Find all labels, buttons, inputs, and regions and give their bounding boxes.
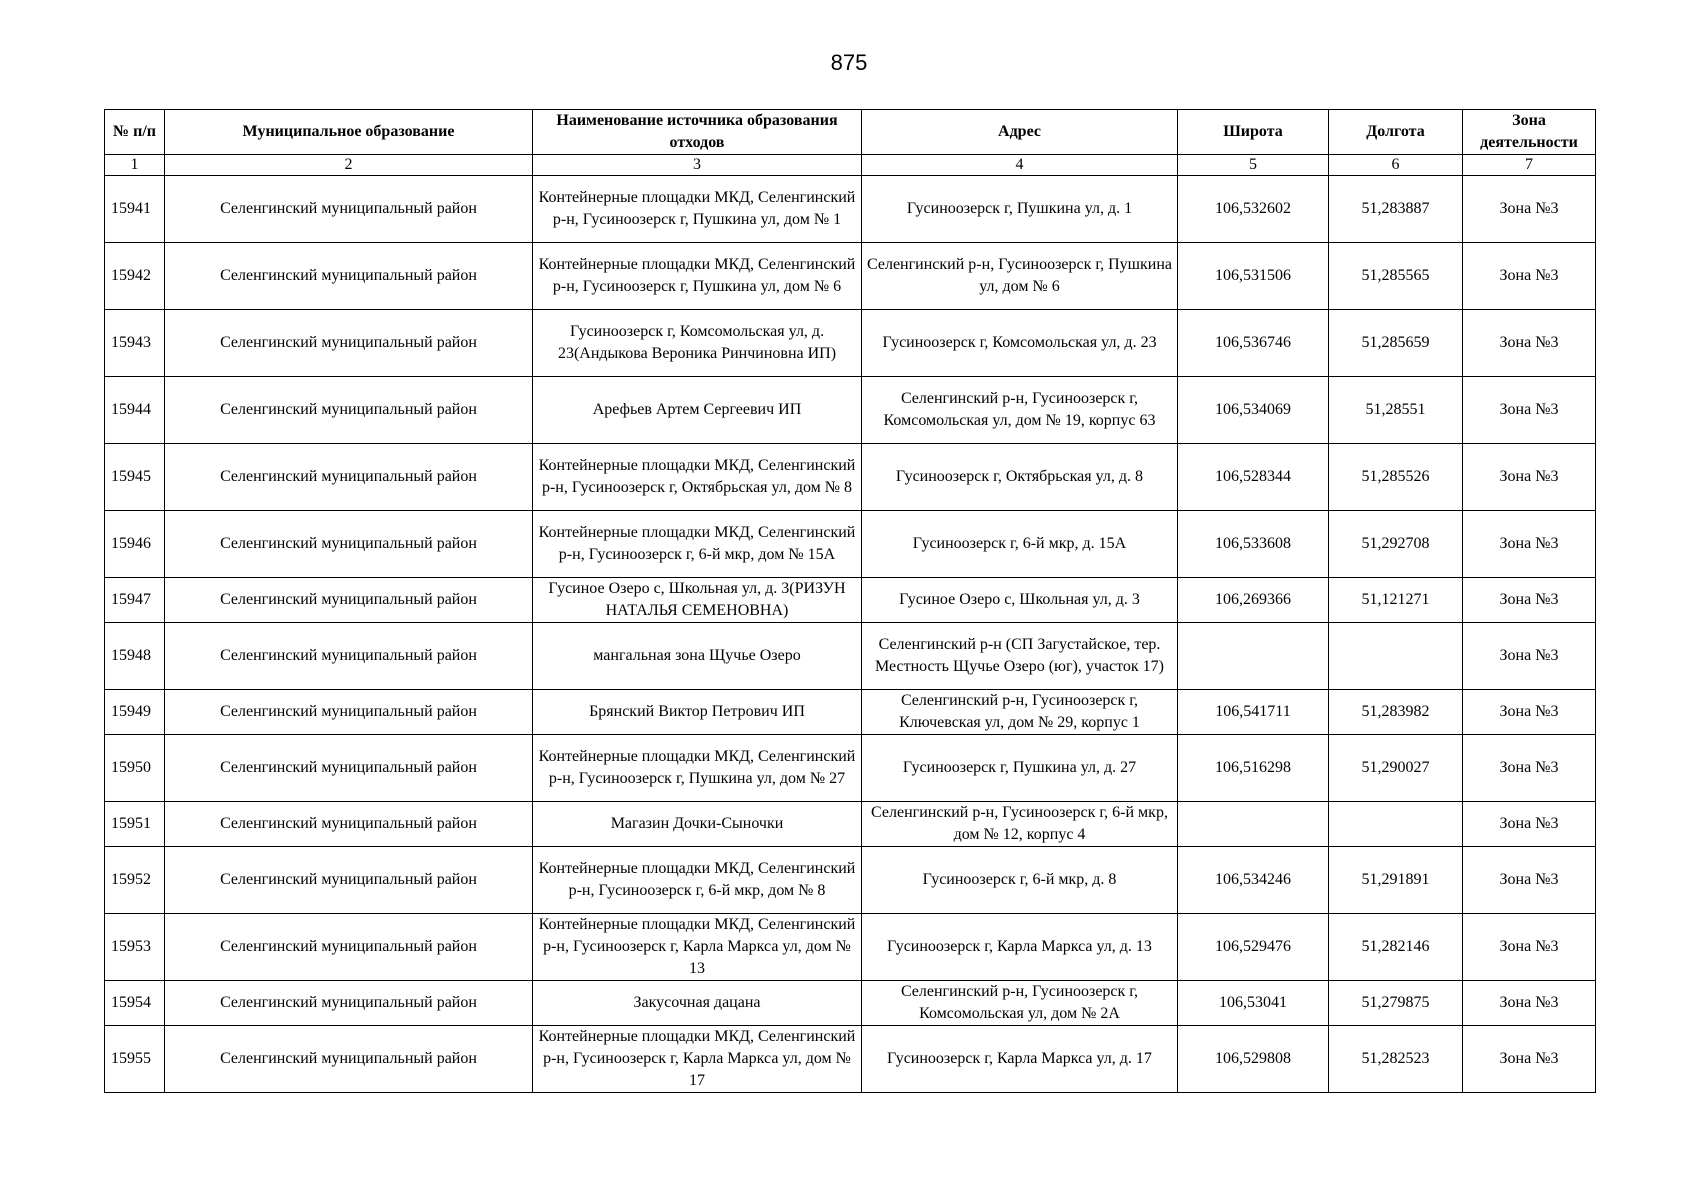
zone-cell: Зона №3 xyxy=(1463,981,1596,1026)
address-cell: Гусиноозерск г, Октябрьская ул, д. 8 xyxy=(862,444,1178,511)
latitude-cell: 106,532602 xyxy=(1178,176,1329,243)
latitude-cell: 106,531506 xyxy=(1178,243,1329,310)
waste-source-cell: Арефьев Артем Сергеевич ИП xyxy=(533,377,862,444)
header-cell: Муниципальное образование xyxy=(165,110,533,155)
waste-source-cell: Закусочная дацана xyxy=(533,981,862,1026)
waste-source-cell: Контейнерные площадки МКД, Селенгинский р-н, Гусиноозерск г, Карла Маркса ул, дом № 17 xyxy=(533,1026,862,1093)
row-number-cell: 15950 xyxy=(105,735,165,802)
table-row xyxy=(105,981,1596,1026)
table-row xyxy=(105,914,1596,981)
municipality-cell: Селенгинский муниципальный район xyxy=(165,444,533,511)
longitude-cell: 51,283982 xyxy=(1329,690,1463,735)
address-cell: Гусиноозерск г, Пушкина ул, д. 27 xyxy=(862,735,1178,802)
zone-cell: Зона №3 xyxy=(1463,623,1596,690)
longitude-cell xyxy=(1329,802,1463,847)
municipality-cell: Селенгинский муниципальный район xyxy=(165,243,533,310)
table-row xyxy=(105,578,1596,623)
address-cell: Селенгинский р-н, Гусиноозерск г, Комсомольская ул, дом № 19, корпус 63 xyxy=(862,377,1178,444)
table-row xyxy=(105,444,1596,511)
row-number-cell: 15944 xyxy=(105,377,165,444)
municipality-cell: Селенгинский муниципальный район xyxy=(165,690,533,735)
municipality-cell: Селенгинский муниципальный район xyxy=(165,176,533,243)
row-number-cell: 15947 xyxy=(105,578,165,623)
municipality-cell: Селенгинский муниципальный район xyxy=(165,1026,533,1093)
waste-source-cell: Контейнерные площадки МКД, Селенгинский р-н, Гусиноозерск г, Карла Маркса ул, дом № 13 xyxy=(533,914,862,981)
zone-cell: Зона №3 xyxy=(1463,690,1596,735)
address-cell: Селенгинский р-н, Гусиноозерск г, 6-й мкр, дом № 12, корпус 4 xyxy=(862,802,1178,847)
longitude-cell: 51,282146 xyxy=(1329,914,1463,981)
table-row xyxy=(105,176,1596,243)
longitude-cell xyxy=(1329,623,1463,690)
column-number-cell: 3 xyxy=(533,155,862,176)
latitude-cell: 106,533608 xyxy=(1178,511,1329,578)
municipality-cell: Селенгинский муниципальный район xyxy=(165,377,533,444)
waste-source-cell: Магазин Дочки-Сыночки xyxy=(533,802,862,847)
column-number-cell: 5 xyxy=(1178,155,1329,176)
table-body xyxy=(105,176,1596,1093)
longitude-cell: 51,292708 xyxy=(1329,511,1463,578)
longitude-cell: 51,28551 xyxy=(1329,377,1463,444)
table-row xyxy=(105,243,1596,310)
zone-cell: Зона №3 xyxy=(1463,176,1596,243)
latitude-cell: 106,534069 xyxy=(1178,377,1329,444)
zone-cell: Зона №3 xyxy=(1463,578,1596,623)
zone-cell: Зона №3 xyxy=(1463,914,1596,981)
zone-cell: Зона №3 xyxy=(1463,243,1596,310)
longitude-cell: 51,121271 xyxy=(1329,578,1463,623)
address-cell: Гусиное Озеро с, Школьная ул, д. 3 xyxy=(862,578,1178,623)
waste-sources-table xyxy=(104,109,1596,1093)
row-number-cell: 15952 xyxy=(105,847,165,914)
longitude-cell: 51,279875 xyxy=(1329,981,1463,1026)
column-number-cell: 4 xyxy=(862,155,1178,176)
table-row xyxy=(105,511,1596,578)
header-cell: Широта xyxy=(1178,110,1329,155)
waste-source-cell: Гусиноозерск г, Комсомольская ул, д. 23(Андыкова Вероника Ринчиновна ИП) xyxy=(533,310,862,377)
waste-source-cell: Брянский Виктор Петрович ИП xyxy=(533,690,862,735)
waste-source-cell: мангальная зона Щучье Озеро xyxy=(533,623,862,690)
table-row xyxy=(105,310,1596,377)
municipality-cell: Селенгинский муниципальный район xyxy=(165,735,533,802)
zone-cell: Зона №3 xyxy=(1463,511,1596,578)
address-cell: Селенгинский р-н (СП Загустайское, тер. Местность Щучье Озеро (юг), участок 17) xyxy=(862,623,1178,690)
latitude-cell: 106,529808 xyxy=(1178,1026,1329,1093)
address-cell: Гусиноозерск г, Карла Маркса ул, д. 17 xyxy=(862,1026,1178,1093)
table-row xyxy=(105,847,1596,914)
row-number-cell: 15946 xyxy=(105,511,165,578)
table-row xyxy=(105,690,1596,735)
waste-source-cell: Контейнерные площадки МКД, Селенгинский р-н, Гусиноозерск г, 6-й мкр, дом № 8 xyxy=(533,847,862,914)
latitude-cell: 106,528344 xyxy=(1178,444,1329,511)
address-cell: Гусиноозерск г, Комсомольская ул, д. 23 xyxy=(862,310,1178,377)
latitude-cell: 106,53041 xyxy=(1178,981,1329,1026)
latitude-cell: 106,269366 xyxy=(1178,578,1329,623)
latitude-cell: 106,534246 xyxy=(1178,847,1329,914)
waste-source-cell: Контейнерные площадки МКД, Селенгинский р-н, Гусиноозерск г, 6-й мкр, дом № 15А xyxy=(533,511,862,578)
longitude-cell: 51,285659 xyxy=(1329,310,1463,377)
zone-cell: Зона №3 xyxy=(1463,444,1596,511)
column-number-cell: 2 xyxy=(165,155,533,176)
table-row xyxy=(105,377,1596,444)
zone-cell: Зона №3 xyxy=(1463,377,1596,444)
row-number-cell: 15954 xyxy=(105,981,165,1026)
header-cell: Адрес xyxy=(862,110,1178,155)
address-cell: Гусиноозерск г, Пушкина ул, д. 1 xyxy=(862,176,1178,243)
address-cell: Гусиноозерск г, 6-й мкр, д. 8 xyxy=(862,847,1178,914)
address-cell: Гусиноозерск г, Карла Маркса ул, д. 13 xyxy=(862,914,1178,981)
longitude-cell: 51,285526 xyxy=(1329,444,1463,511)
municipality-cell: Селенгинский муниципальный район xyxy=(165,310,533,377)
row-number-cell: 15955 xyxy=(105,1026,165,1093)
waste-source-cell: Контейнерные площадки МКД, Селенгинский р-н, Гусиноозерск г, Пушкина ул, дом № 27 xyxy=(533,735,862,802)
municipality-cell: Селенгинский муниципальный район xyxy=(165,578,533,623)
zone-cell: Зона №3 xyxy=(1463,735,1596,802)
municipality-cell: Селенгинский муниципальный район xyxy=(165,981,533,1026)
header-cell: Наименование источника образования отходов xyxy=(533,110,862,155)
table-header-row xyxy=(105,110,1596,155)
waste-source-cell: Контейнерные площадки МКД, Селенгинский р-н, Гусиноозерск г, Пушкина ул, дом № 1 xyxy=(533,176,862,243)
latitude-cell: 106,536746 xyxy=(1178,310,1329,377)
municipality-cell: Селенгинский муниципальный район xyxy=(165,623,533,690)
column-number-cell: 7 xyxy=(1463,155,1596,176)
column-number-cell: 6 xyxy=(1329,155,1463,176)
latitude-cell xyxy=(1178,623,1329,690)
zone-cell: Зона №3 xyxy=(1463,802,1596,847)
municipality-cell: Селенгинский муниципальный район xyxy=(165,802,533,847)
column-number-cell: 1 xyxy=(105,155,165,176)
header-cell: Зона деятельности xyxy=(1463,110,1596,155)
longitude-cell: 51,291891 xyxy=(1329,847,1463,914)
longitude-cell: 51,283887 xyxy=(1329,176,1463,243)
longitude-cell: 51,282523 xyxy=(1329,1026,1463,1093)
table-row xyxy=(105,735,1596,802)
address-cell: Гусиноозерск г, 6-й мкр, д. 15А xyxy=(862,511,1178,578)
row-number-cell: 15948 xyxy=(105,623,165,690)
waste-source-cell: Контейнерные площадки МКД, Селенгинский р-н, Гусиноозерск г, Октябрьская ул, дом № 8 xyxy=(533,444,862,511)
page-number: 875 xyxy=(830,50,868,75)
table-row xyxy=(105,1026,1596,1093)
row-number-cell: 15951 xyxy=(105,802,165,847)
municipality-cell: Селенгинский муниципальный район xyxy=(165,847,533,914)
header-cell: Долгота xyxy=(1329,110,1463,155)
row-number-cell: 15945 xyxy=(105,444,165,511)
zone-cell: Зона №3 xyxy=(1463,847,1596,914)
latitude-cell: 106,529476 xyxy=(1178,914,1329,981)
longitude-cell: 51,285565 xyxy=(1329,243,1463,310)
row-number-cell: 15949 xyxy=(105,690,165,735)
municipality-cell: Селенгинский муниципальный район xyxy=(165,511,533,578)
table-row xyxy=(105,802,1596,847)
address-cell: Селенгинский р-н, Гусиноозерск г, Комсомольская ул, дом № 2А xyxy=(862,981,1178,1026)
zone-cell: Зона №3 xyxy=(1463,310,1596,377)
header-cell: № п/п xyxy=(105,110,165,155)
waste-source-cell: Контейнерные площадки МКД, Селенгинский р-н, Гусиноозерск г, Пушкина ул, дом № 6 xyxy=(533,243,862,310)
latitude-cell: 106,516298 xyxy=(1178,735,1329,802)
column-number-row xyxy=(105,155,1596,176)
table-row xyxy=(105,623,1596,690)
row-number-cell: 15943 xyxy=(105,310,165,377)
address-cell: Селенгинский р-н, Гусиноозерск г, Ключевская ул, дом № 29, корпус 1 xyxy=(862,690,1178,735)
longitude-cell: 51,290027 xyxy=(1329,735,1463,802)
municipality-cell: Селенгинский муниципальный район xyxy=(165,914,533,981)
zone-cell: Зона №3 xyxy=(1463,1026,1596,1093)
row-number-cell: 15941 xyxy=(105,176,165,243)
address-cell: Селенгинский р-н, Гусиноозерск г, Пушкина ул, дом № 6 xyxy=(862,243,1178,310)
latitude-cell xyxy=(1178,802,1329,847)
waste-source-cell: Гусиное Озеро с, Школьная ул, д. 3(РИЗУН НАТАЛЬЯ СЕМЕНОВНА) xyxy=(533,578,862,623)
row-number-cell: 15953 xyxy=(105,914,165,981)
row-number-cell: 15942 xyxy=(105,243,165,310)
latitude-cell: 106,541711 xyxy=(1178,690,1329,735)
